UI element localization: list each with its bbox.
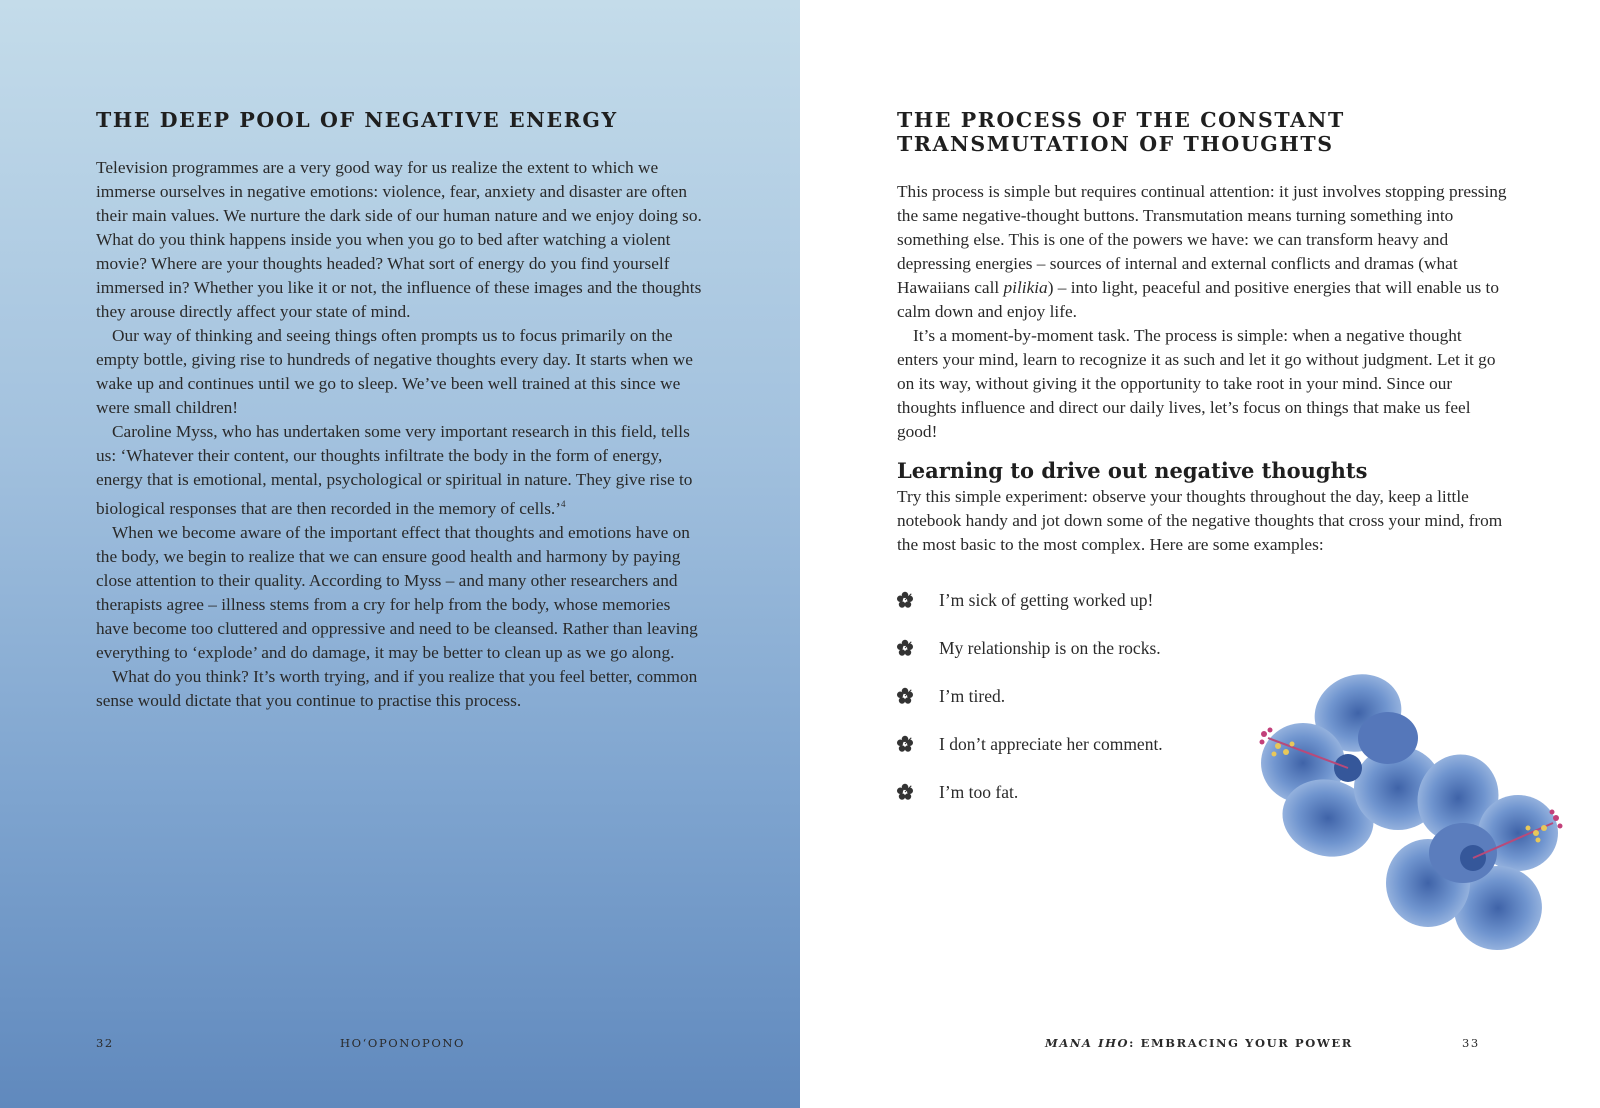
pilikia-term: pilikia [1003,278,1048,297]
hibiscus-bullet-icon [896,639,914,657]
right-paragraph-1 [897,180,1507,324]
example-text: I don’t appreciate her comment. [939,734,1163,754]
examples-list [896,590,1296,830]
running-title-rest: : EMBRACING YOUR POWER [1129,1036,1353,1050]
list-item [896,590,1296,638]
right-paragraph-2: It’s a moment-by-moment task. The process is simple: when a negative thought enters your mind, learn to recognize it as such and let it go without judgment. Let it go on its way, without giving it the opportunity to take root in your mind. Since our thoughts influence and direct our daily lives, let’s focus on things that make us feel good! [897,326,1496,441]
footnote-reference: 4 [561,499,566,509]
example-text: My relationship is on the rocks. [939,638,1161,658]
hibiscus-bullet-icon [896,783,914,801]
left-page-body [96,156,706,713]
list-item [896,734,1296,782]
left-paragraph-3 [96,420,706,521]
left-paragraph-2: Our way of thinking and seeing things often prompts us to focus primarily on the empty bottle, giving rise to hundreds of negative thoughts every day. It starts when we wake up and continues until we go to sleep. We’ve been well trained at this since we were small children! [96,326,693,417]
left-page-number: 32 [96,1036,114,1050]
right-paragraph-1-b: ) – into light, peaceful and positive energies that will enable us to calm down and enjoy life. [897,278,1499,321]
hibiscus-bullet-icon [896,687,914,705]
right-heading-line-1: THE PROCESS OF THE CONSTANT [897,108,1345,132]
example-text: I’m tired. [939,686,1006,706]
right-paragraph-1-a: This process is simple but requires continual attention: it just involves stopping pressing the same negative-thought buttons. Transmutation means turning something into something else. This is one of the powers we have: we can transform heavy and depressing energies – sources of internal and external conflicts and dramas (what Hawaiians call [897,182,1507,297]
left-running-title: HO‘OPONOPONO [340,1036,466,1050]
running-title-italic: MANA IHO [1045,1036,1130,1050]
right-heading-line-2: TRANSMUTATION OF THOUGHTS [897,132,1334,156]
right-paragraph-3: Try this simple experiment: observe your thoughts throughout the day, keep a little notebook handy and jot down some of the negative thoughts that cross your mind, from the most basic to the most complex. Here are some examples: [897,487,1503,554]
right-page [800,0,1600,1108]
hibiscus-illustration [1248,668,1568,988]
left-paragraph-1: Television programmes are a very good way for us realize the extent to which we immerse ourselves in negative emotions: violence, fear, anxiety and disaster are often their main values. We nurture the dark side of our human nature and we enjoy doing so. What do you think happens inside you when you go to bed after watching a violent movie? Where are your thoughts headed? What sort of energy do you find yourself immersed in? Whether you like it or not, the influence of these images and the thoughts they arouse directly affect your state of mind. [96,158,702,321]
list-item [896,638,1296,686]
list-item [896,686,1296,734]
left-paragraph-4: When we become aware of the important effect that thoughts and emotions have on the body, we begin to realize that we can ensure good health and harmony by paying close attention to their quality. According to Myss – and many other researchers and therapists agree – illness stems from a cry for help from the body, whose memories have become too cluttered and oppressive and need to be cleansed. Rather than leaving everything to ‘explode’ and do damage, it may be better to clean up as we go along. [96,522,698,662]
hibiscus-flower-upper [1260,668,1443,867]
right-page-heading [897,108,1537,156]
right-subheading: Learning to drive out negative thoughts [897,458,1368,483]
list-item [896,782,1296,830]
left-page-heading: THE DEEP POOL OF NEGATIVE ENERGY [96,108,618,132]
right-paragraph-3-block [897,485,1507,557]
hibiscus-bullet-icon [896,591,914,609]
right-running-title [1045,1036,1353,1050]
left-paragraph-3-text: Caroline Myss, who has undertaken some very important research in this field, tells us: ‘Whatever their content, our thoughts infiltrate the body in the form of energy, energy that is emotional, mental, psychological or spiritual in nature. They give rise to biological responses that are then recorded in the memory of cells.’ [96,422,693,518]
example-text: I’m too fat. [939,782,1019,802]
right-page-number: 33 [1462,1036,1480,1050]
left-paragraph-5: What do you think? It’s worth trying, and if you realize that you feel better, common sense would dictate that you continue to practise this process. [96,666,698,710]
right-page-body [897,180,1507,444]
example-text: I’m sick of getting worked up! [939,590,1154,610]
hibiscus-bullet-icon [896,735,914,753]
